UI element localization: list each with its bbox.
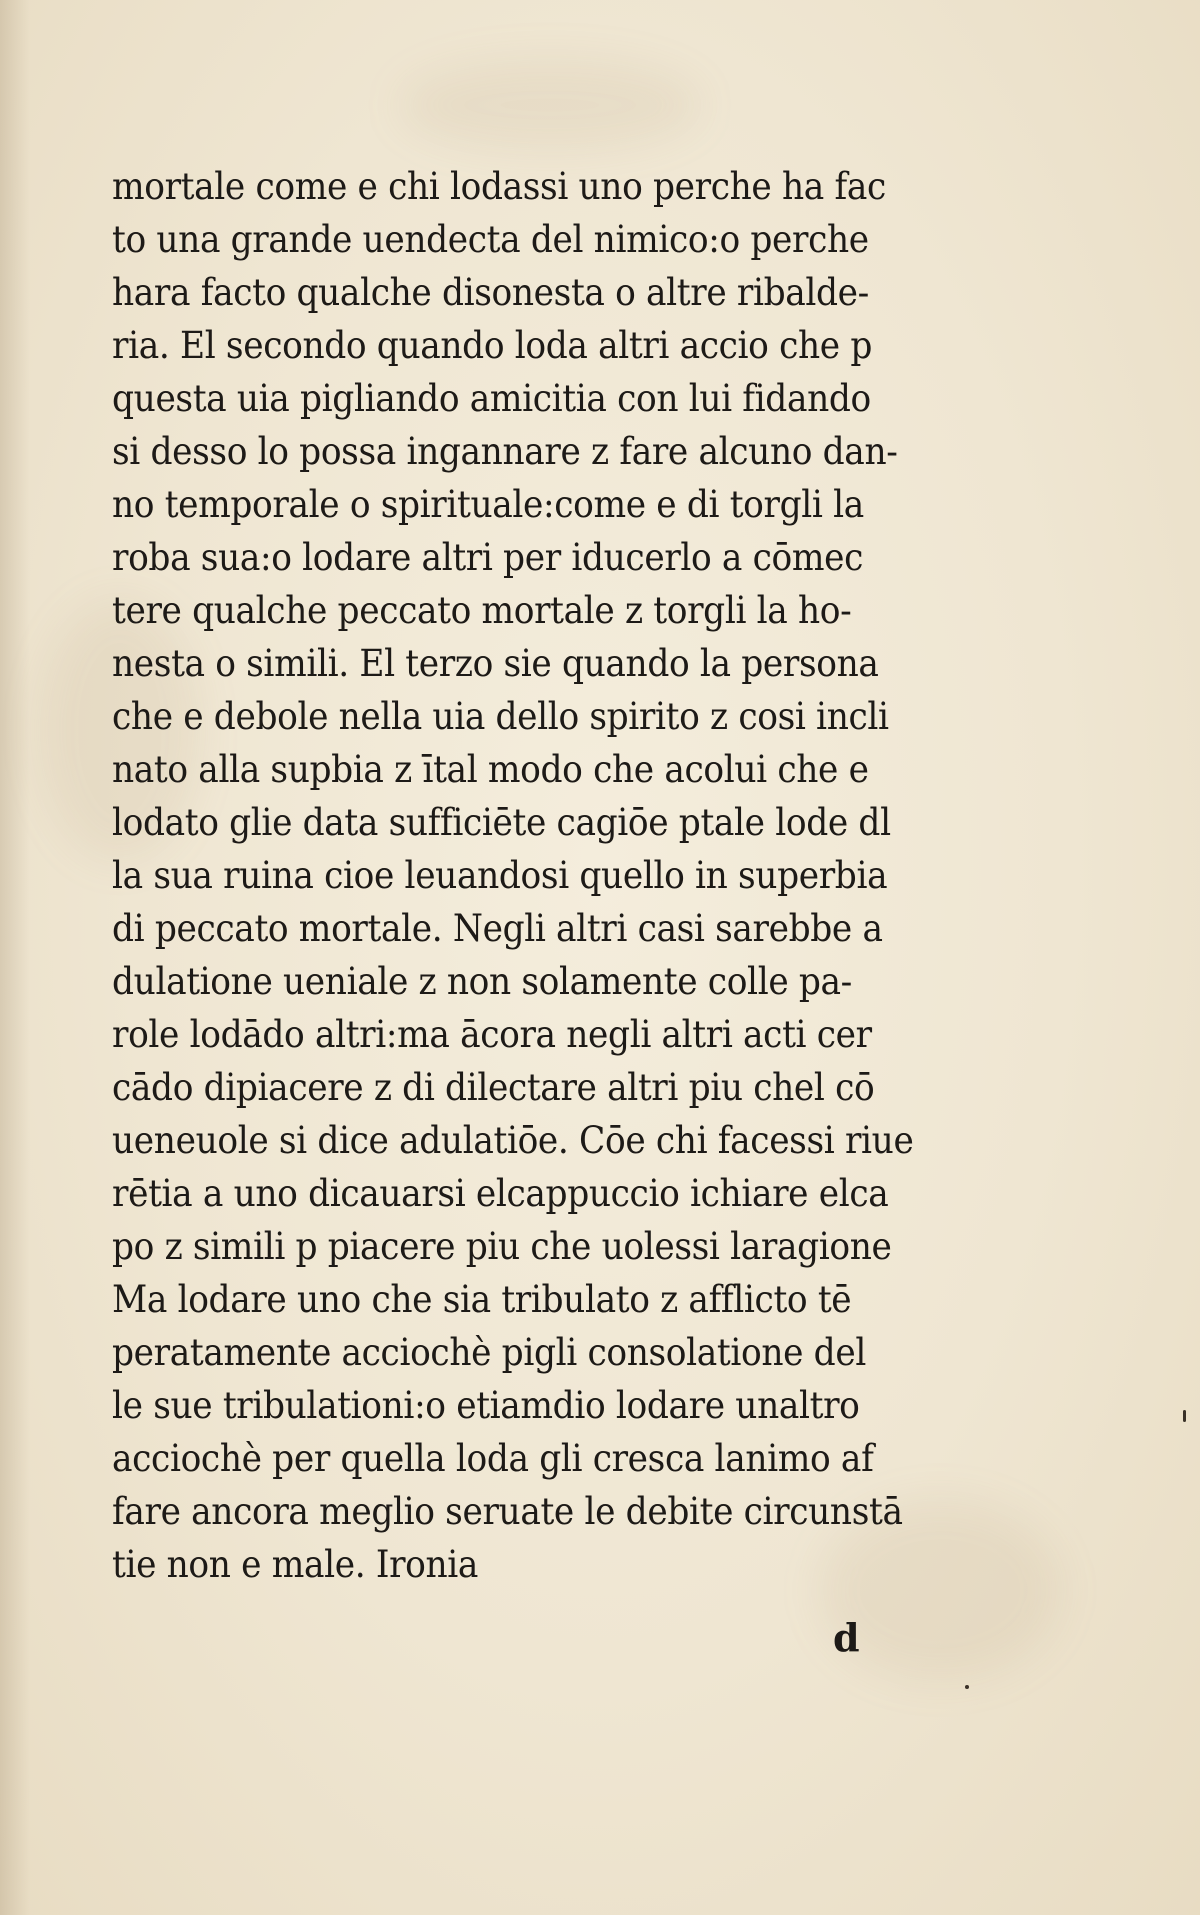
text-line: mortale come e chi lodassi uno perche ha fac [112,165,886,208]
body-text [112,160,962,1591]
text-line: cādo dipiacere z di dilectare altri piu chel cō [112,1066,875,1109]
text-line: role lodādo altri:ma ācora negli altri acti cer [112,1013,872,1056]
text-line: rētia a uno dicauarsi elcappuccio ichiare elca [112,1172,889,1215]
text-line: questa uia pigliando amicitia con lui fidando [112,377,871,420]
text-line: che e debole nella uia dello spirito z cosi incli [112,695,889,738]
text-line: dulatione ueniale z non solamente colle pa- [112,960,852,1003]
text-line: to una grande uendecta del nimico:o perche [112,218,869,261]
text-line: le sue tribulationi:o etiamdio lodare unaltro [112,1384,860,1427]
text-line: la sua ruina cioe leuandosi quello in superbia [112,854,888,897]
text-line: di peccato mortale. Negli altri casi sarebbe a [112,907,883,950]
text-line: fare ancora meglio seruate le debite circunstā [112,1490,903,1533]
text-line: ria. El secondo quando loda altri accio che p [112,324,872,367]
text-line: Ma lodare uno che sia tribulato z afflicto tē [112,1278,852,1321]
text-line: tie non e male. Ironia [112,1543,479,1586]
text-line: lodato glie data sufficiēte cagiōe ptale lode dl [112,801,891,844]
text-line: roba sua:o lodare altri per iducerlo a cōmec [112,536,864,579]
text-line: nato alla supbia z ītal modo che acolui che e [112,748,869,791]
text-line: tere qualche peccato mortale z torgli la ho- [112,589,852,632]
signature-mark: d [833,1615,860,1660]
ink-speck [965,1685,969,1689]
text-line: po z simili p piacere piu che uolessi laragione [112,1225,892,1268]
text-line: nesta o simili. El terzo sie quando la persona [112,642,879,685]
text-line: peratamente acciochè pigli consolatione del [112,1331,866,1374]
paper-stain [400,60,700,150]
text-line: hara facto qualche disonesta o altre ribalde- [112,271,869,314]
text-line: acciochè per quella loda gli cresca lanimo af [112,1437,874,1480]
ink-speck [1183,1410,1186,1422]
text-line: si desso lo possa ingannare z fare alcuno dan- [112,430,898,473]
page-edge-shadow [0,0,30,1915]
text-line: no temporale o spirituale:come e di torgli la [112,483,864,526]
text-line: ueneuole si dice adulatiōe. Cōe chi facessi riue [112,1119,914,1162]
